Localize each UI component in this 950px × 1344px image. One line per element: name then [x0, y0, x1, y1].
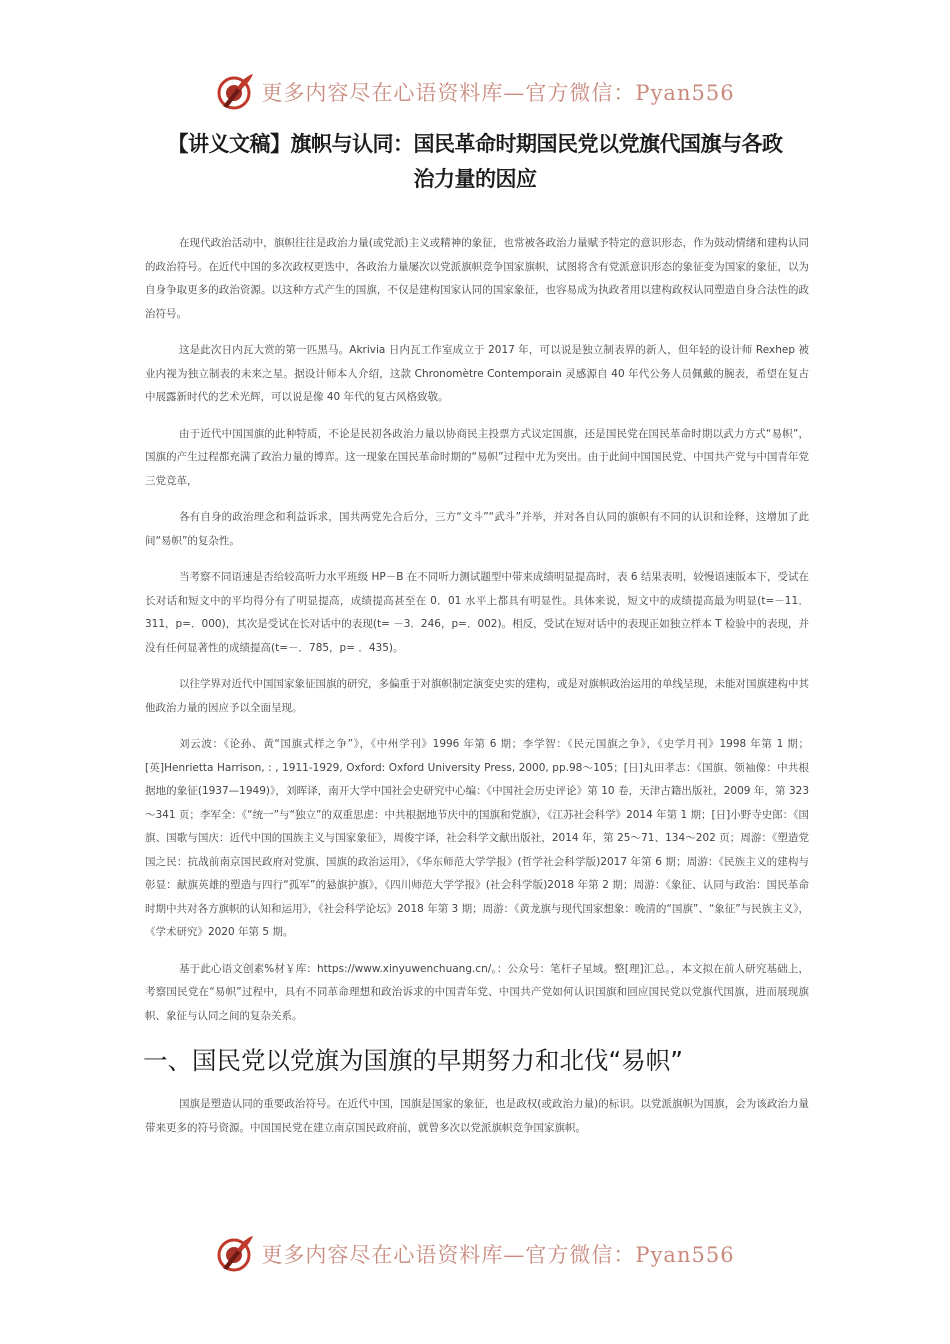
- title-line-1: 【讲义文稿】旗帜与认同：国民革命时期国民党以党旗代国旗与各政: [167, 132, 783, 156]
- banner-text: 更多内容尽在心语资料库—官方微信：Pyan556: [261, 81, 735, 105]
- header-banner: [0, 72, 950, 112]
- section-paragraph: 国旗是塑造认同的重要政治符号。在近代中国，国旗是国家的象征，也是政权(或政治力量)的标识。以党派旗帜为国旗，会为该政治力量带来更多的符号资源。中国国民党在建立南京国民政府前，就曾多次以党派旗帜竞争国家旗帜。: [145, 1098, 809, 1134]
- paragraph: 以往学界对近代中国国家象征国旗的研究，多偏重于对旗帜制定演变史实的建构，或是对旗帜政治运用的单线呈现，未能对国旗建构中其他政治力量的因应予以全面呈现。: [145, 678, 809, 714]
- paragraph: 这是此次日内瓦大赏的第一匹黑马。Akrivia 日内瓦工作室成立于 2017 年，可以说是独立制表界的新人，但年轻的设计师 Rexhep 被业内视为独立制表的未来之星。据设计师本人介绍，这款 Chronomètre Contemporain 灵感源自 40 年代公务人员佩戴的腕表，希望在复古中展露新时代的艺术光辉，可以说是像 40 年代的复古风格致敬。: [145, 344, 809, 403]
- document-body: [145, 232, 809, 1153]
- banner-text: 更多内容尽在心语资料库—官方微信：Pyan556: [261, 1243, 735, 1267]
- paragraph: 当考察不同语速是否给较高听力水平班级 HP－B 在不同听力测试题型中带来成绩明显提高时，表 6 结果表明，较慢语速版本下，受试在长对话和短文中的平均得分有了明显提高，成绩提高甚至在 0．01 水平上都具有明显性。具体来说，短文中的成绩提高最为明显(t=－11．311，p=．000)，其次是受试在长对话中的表现(t= －3．246，p=．002)。相反，受试在短对话中的表现正如独立样本 T 检验中的表现，并没有任何显著性的成绩提高(t=－．785，p= ．435)。: [145, 571, 809, 654]
- paragraph: 在现代政治活动中，旗帜往往是政治力量(或党派)主义或精神的象征，也常被各政治力量赋予特定的意识形态，作为鼓动情绪和建构认同的政治符号。在近代中国的多次政权更迭中，各政治力量屡次以党派旗帜竞争国家旗帜，试图将含有党派意识形态的象征变为国家的象征，以为自身争取更多的政治资源。以这种方式产生的国旗，不仅是建构国家认同的国家象征，也容易成为执政者用以建构政权认同塑造自身合法性的政治符号。: [145, 237, 809, 320]
- document-title: [130, 127, 820, 197]
- paragraph: 基于此心语文创素%材￥库：https://www.xinyuwenchuang.cn/。：公众号：笔杆子星域。整[理]汇总。，本文拟在前人研究基础上，考察国民党在“易帜”过程中，具有不同革命理想和政治诉求的中国青年党、中国共产党如何认识国旗和回应国民党以党旗代国旗，进而展现旗帜、象征与认同之间的复杂关系。: [145, 962, 809, 1022]
- references-paragraph: 刘云波：《论孙、黄“国旗式样之争”》，《中州学刊》1996 年第 6 期；李学智：《民元国旗之争》，《史学月刊》1998 年第 1 期；[英]Henrietta Harrison, : , 1911-1929, Oxford: Oxford University Press, 2000, pp.98～105；[日]丸田孝志：《国旗、领袖像：中共根据地的象征(1937—1949)》，刘晖译，南开大学中国社会史研究中心编：《中国社会历史评论》第 10 卷，天津古籍出版社，2009 年，第 323～341 页；李军全：《“统一”与“独立”的双重思虑：中共根据地节庆中的国旗和党旗》，《江苏社会科学》2014 年第 1 期；[日]小野寺史郎：《国旗、国歌与国庆：近代中国的国族主义与国家象征》，周俊宇译，社会科学文献出版社，2014 年，第 25～71、134～202 页；周游：《塑造党国之民：抗战前南京国民政府对党旗、国旗的政治运用》，《华东师范大学学报》(哲学社会科学版)2017 年第 6 期；周游：《民族主义的建构与彰显：献旗英雄的塑造与四行“孤军”的悬旗护旗》，《四川师范大学学报》(社会科学版)2018 年第 2 期；周游：《象征、认同与政治：国民革命时期中共对各方旗帜的认知和运用》，《社会科学论坛》2018 年第 3 期；周游：《黄龙旗与现代国家想象：晚清的“国旗”、“象征”与民族主义》，《学术研究》2020 年第 5 期。: [145, 738, 809, 938]
- section-heading: 一、国民党以党旗为国旗的早期努力和北伐“易帜”: [143, 1046, 683, 1075]
- footer-banner: [0, 1234, 950, 1274]
- title-line-2: 治力量的因应: [413, 167, 537, 191]
- quill-pen-circle-icon: [215, 72, 255, 112]
- quill-pen-circle-icon: [215, 1234, 255, 1274]
- paragraph: 各有自身的政治理念和利益诉求，国共两党先合后分，三方“文斗”“武斗”并举，并对各自认同的旗帜有不同的认识和诠释，这增加了此间“易帜”的复杂性。: [145, 511, 809, 547]
- paragraph: 由于近代中国国旗的此种特质，不论是民初各政治力量以协商民主投票方式议定国旗，还是国民党在国民革命时期以武力方式“易帜”，国旗的产生过程都充满了政治力量的博弈。这一现象在国民革命时期的“易帜”过程中尤为突出。由于此间中国国民党、中国共产党与中国青年党三党竞革，: [145, 427, 809, 487]
